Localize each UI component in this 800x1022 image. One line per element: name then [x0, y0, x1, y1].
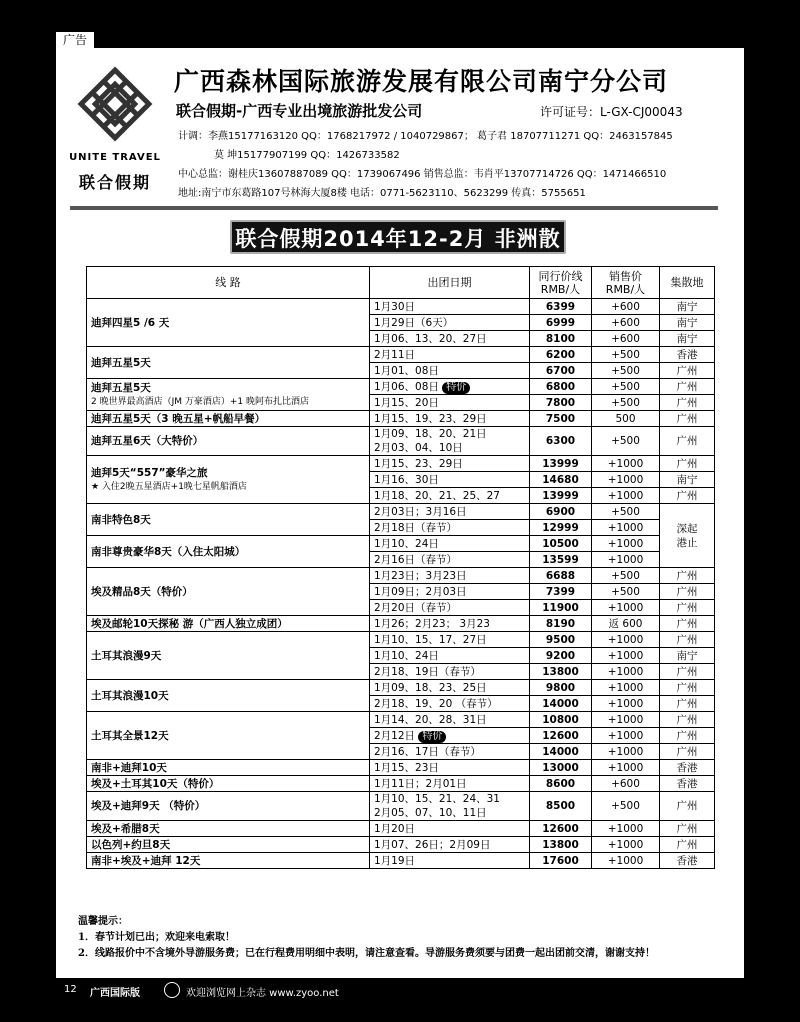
trade-price: 9500 — [530, 632, 592, 648]
sale-price: +1000 — [592, 744, 660, 760]
header-price: 同行价线 RMB/人 — [530, 267, 592, 299]
departure-date: 1月10、24日 — [370, 648, 530, 664]
endless-knot-logo-icon — [70, 64, 160, 144]
route-name: 迪拜五星6天（大特价） — [87, 427, 370, 456]
departure-city: 深起 港止 — [660, 504, 715, 568]
departure-date: 1月09、18、20、21日 2月03、04、10日 — [370, 427, 530, 456]
departure-date: 1月11日；2月01日 — [370, 776, 530, 792]
sale-price: +1000 — [592, 712, 660, 728]
trade-price: 13999 — [530, 456, 592, 472]
departure-city: 香港 — [660, 853, 715, 869]
sale-price: +1000 — [592, 600, 660, 616]
route-name: 土耳其全景12天 — [87, 712, 370, 760]
route-name: 土耳其浪漫9天 — [87, 632, 370, 680]
route-note: ★ 入住2晚五星酒店+1晚七星帆船酒店 — [91, 481, 247, 492]
table-row — [87, 853, 715, 869]
trade-price: 13800 — [530, 837, 592, 853]
route-note: 2 晚世界最高酒店（JM 万豪酒店）+1 晚阿布扎比酒店 — [91, 396, 309, 407]
plan-title-banner: 联合假期2014年12-2月 非洲散拼计划 — [230, 220, 566, 254]
route-name: 南非尊贵豪华8天（入住太阳城） — [87, 536, 370, 568]
sale-price: +1000 — [592, 632, 660, 648]
special-price-tag: 特价 — [418, 731, 446, 743]
tour-plan-table — [86, 266, 715, 869]
route-name: 南非+埃及+迪拜 12天 — [87, 853, 370, 869]
sale-price: +1000 — [592, 488, 660, 504]
departure-date: 1月10、15、21、24、31 2月05、07、10、11日 — [370, 792, 530, 821]
departure-city: 广州 — [660, 411, 715, 427]
departure-date: 1月23日；3月23日 — [370, 568, 530, 584]
departure-date: 1月26；2月23； 3月23 — [370, 616, 530, 632]
route-name: 埃及精品8天（特价） — [87, 568, 370, 616]
sale-price: +500 — [592, 427, 660, 456]
trade-price: 14000 — [530, 744, 592, 760]
departure-date: 1月10、15、17、27日 — [370, 632, 530, 648]
page-number: 12 — [64, 984, 77, 995]
departure-city: 南宁 — [660, 315, 715, 331]
departure-date: 1月07、26日；2月09日 — [370, 837, 530, 853]
trade-price: 6200 — [530, 347, 592, 363]
sale-price: +500 — [592, 568, 660, 584]
departure-date: 2月03日；3月16日 — [370, 504, 530, 520]
trade-price: 7399 — [530, 584, 592, 600]
departure-city: 广州 — [660, 395, 715, 411]
sale-price: +1000 — [592, 472, 660, 488]
departure-date: 1月18、20、21、25、27 — [370, 488, 530, 504]
table-body — [87, 299, 715, 869]
header-date: 出团日期 — [370, 267, 530, 299]
route-name: 迪拜四星5 /6 天 — [87, 299, 370, 347]
route-name: 迪拜五星5天 2 晚世界最高酒店（JM 万豪酒店）+1 晚阿布扎比酒店 — [87, 379, 370, 411]
sale-price: +500 — [592, 347, 660, 363]
departure-date: 1月06、13、20、27日 — [370, 331, 530, 347]
departure-city: 香港 — [660, 760, 715, 776]
trade-price: 7800 — [530, 395, 592, 411]
table-row — [87, 712, 715, 728]
sale-price: +500 — [592, 584, 660, 600]
license-number: 许可证号：L-GX-CJ00043 — [540, 105, 683, 119]
table-row — [87, 680, 715, 696]
departure-date: 1月09、18、23、25日 — [370, 680, 530, 696]
table-row — [87, 536, 715, 552]
departure-date: 2月18、19、20 （春节） — [370, 696, 530, 712]
departure-date: 2月18、19日（春节） — [370, 664, 530, 680]
table-row — [87, 760, 715, 776]
departure-date: 2月12日 特价 — [370, 728, 530, 744]
trade-price: 11900 — [530, 600, 592, 616]
trade-price: 8500 — [530, 792, 592, 821]
trade-price: 13999 — [530, 488, 592, 504]
departure-city: 广州 — [660, 728, 715, 744]
departure-city: 广州 — [660, 664, 715, 680]
special-price-tag: 特价 — [442, 382, 470, 394]
departure-city: 广州 — [660, 456, 715, 472]
departure-date: 1月15、23日 — [370, 760, 530, 776]
departure-city: 广州 — [660, 712, 715, 728]
table-row — [87, 776, 715, 792]
trade-price: 13599 — [530, 552, 592, 568]
contact-line-address: 地址:南宁市东葛路107号林海大厦8楼 电话：0771-5623110、5623299 传真：5755651 — [178, 188, 586, 199]
sale-price: +1000 — [592, 837, 660, 853]
departure-city: 广州 — [660, 744, 715, 760]
tip-line-2: 2．线路报价中不含境外导游服务费；已在行程费用明细中表明，请注意查看。导游服务费须要与团费一起出团前交清，谢谢支持！ — [78, 948, 655, 959]
table-row — [87, 456, 715, 472]
departure-date: 1月15、23、29日 — [370, 456, 530, 472]
trade-price: 8190 — [530, 616, 592, 632]
table-row — [87, 568, 715, 584]
route-name: 埃及+希腊8天 — [87, 821, 370, 837]
departure-date: 2月16、17日（春节） — [370, 744, 530, 760]
table-row — [87, 821, 715, 837]
sale-price: +500 — [592, 504, 660, 520]
route-name: 南非+迪拜10天 — [87, 760, 370, 776]
departure-city: 广州 — [660, 696, 715, 712]
tips-title: 温馨提示： — [78, 916, 128, 927]
route-name: 埃及邮轮10天探秘 游（广西人独立成团） — [87, 616, 370, 632]
departure-date: 1月01、08日 — [370, 363, 530, 379]
departure-city: 广州 — [660, 616, 715, 632]
table-header-row — [87, 267, 715, 299]
trade-price: 6900 — [530, 504, 592, 520]
logo-english-name: UNITE TRAVEL — [69, 152, 161, 163]
trade-price: 17600 — [530, 853, 592, 869]
trade-price: 6700 — [530, 363, 592, 379]
sale-price: +1000 — [592, 648, 660, 664]
departure-city: 广州 — [660, 363, 715, 379]
sale-price: +1000 — [592, 664, 660, 680]
sale-price: +1000 — [592, 728, 660, 744]
header-sale: 销售价 RMB/人 — [592, 267, 660, 299]
trade-price: 6399 — [530, 299, 592, 315]
departure-date: 2月18日（春节） — [370, 520, 530, 536]
trade-price: 6800 — [530, 379, 592, 395]
sale-price: +600 — [592, 299, 660, 315]
departure-city: 广州 — [660, 600, 715, 616]
departure-date: 1月09日；2月03日 — [370, 584, 530, 600]
sale-price: 返 600 — [592, 616, 660, 632]
sale-price: +1000 — [592, 520, 660, 536]
sale-price: +1000 — [592, 821, 660, 837]
sale-price: +600 — [592, 315, 660, 331]
departure-city: 广州 — [660, 792, 715, 821]
departure-city: 香港 — [660, 776, 715, 792]
route-name: 以色列+约旦8天 — [87, 837, 370, 853]
ad-tag: 广告 — [56, 32, 94, 48]
departure-city: 广州 — [660, 837, 715, 853]
departure-city: 广州 — [660, 584, 715, 600]
departure-date: 1月20日 — [370, 821, 530, 837]
route-name: 土耳其浪漫10天 — [87, 680, 370, 712]
trade-price: 12999 — [530, 520, 592, 536]
departure-date: 1月30日 — [370, 299, 530, 315]
route-name: 迪拜五星5天 — [87, 347, 370, 379]
table-row — [87, 504, 715, 520]
departure-date: 1月14、20、28、31日 — [370, 712, 530, 728]
ad-page — [56, 48, 744, 978]
trade-price: 6999 — [530, 315, 592, 331]
sale-price: +500 — [592, 379, 660, 395]
footer-website: 欢迎浏览网上杂志 www.zyoo.net — [186, 988, 339, 999]
header-route: 线 路 — [87, 267, 370, 299]
departure-city: 南宁 — [660, 648, 715, 664]
company-name: 广西森林国际旅游发展有限公司南宁分公司 — [174, 67, 669, 96]
trade-price: 8100 — [530, 331, 592, 347]
departure-date: 1月15、20日 — [370, 395, 530, 411]
departure-date: 2月11日 — [370, 347, 530, 363]
trade-price: 13800 — [530, 664, 592, 680]
table-row — [87, 616, 715, 632]
table-row — [87, 379, 715, 395]
trade-price: 14680 — [530, 472, 592, 488]
route-name: 迪拜5天“557”豪华之旅 ★ 入住2晚五星酒店+1晚七星帆船酒店 — [87, 456, 370, 504]
departure-city: 广州 — [660, 680, 715, 696]
route-name: 南非特色8天 — [87, 504, 370, 536]
sale-price: +500 — [592, 363, 660, 379]
trade-price: 12600 — [530, 728, 592, 744]
trade-price: 13000 — [530, 760, 592, 776]
sale-price: +600 — [592, 331, 660, 347]
sale-price: 500 — [592, 411, 660, 427]
sale-price: +1000 — [592, 696, 660, 712]
company-subtitle: 联合假期-广西专业出境旅游批发公司 — [176, 102, 423, 120]
page-footer — [0, 980, 800, 1000]
departure-date: 1月29日（6天） — [370, 315, 530, 331]
sale-price: +1000 — [592, 760, 660, 776]
departure-city: 香港 — [660, 347, 715, 363]
tip-line-1: 1．春节计划已出；欢迎来电索取！ — [78, 932, 235, 943]
trade-price: 6688 — [530, 568, 592, 584]
departure-city: 广州 — [660, 632, 715, 648]
sale-price: +600 — [592, 776, 660, 792]
trade-price: 9800 — [530, 680, 592, 696]
trade-price: 10800 — [530, 712, 592, 728]
sale-price: +1000 — [592, 680, 660, 696]
table-row — [87, 792, 715, 821]
departure-city: 广州 — [660, 488, 715, 504]
departure-date: 2月20日（春节） — [370, 600, 530, 616]
departure-date: 1月10、24日 — [370, 536, 530, 552]
departure-date: 1月15、19、23、29日 — [370, 411, 530, 427]
trade-price: 12600 — [530, 821, 592, 837]
sale-price: +500 — [592, 792, 660, 821]
trade-price: 6300 — [530, 427, 592, 456]
header-divider — [70, 206, 718, 210]
footer-logo-icon — [164, 982, 180, 998]
departure-city: 南宁 — [660, 299, 715, 315]
sale-price: +500 — [592, 395, 660, 411]
route-name: 埃及+土耳其10天（特价） — [87, 776, 370, 792]
trade-price: 14000 — [530, 696, 592, 712]
trade-price: 9200 — [530, 648, 592, 664]
departure-city: 南宁 — [660, 472, 715, 488]
tips-section — [78, 914, 655, 962]
departure-city: 南宁 — [660, 331, 715, 347]
footer-brand: 广西国际版 — [90, 988, 140, 999]
departure-date: 1月06、08日 特价 — [370, 379, 530, 395]
departure-date: 2月16日（春节） — [370, 552, 530, 568]
contact-line-directors: 中心总监：谢桂庆13607887089 QQ：1739067496 销售总监：韦肖平13707714726 QQ：1471466510 — [178, 169, 667, 180]
header-city: 集散地 — [660, 267, 715, 299]
sale-price: +1000 — [592, 552, 660, 568]
departure-city: 广州 — [660, 821, 715, 837]
departure-city: 广州 — [660, 427, 715, 456]
departure-date: 1月16、30日 — [370, 472, 530, 488]
contact-line-planners: 计调：李燕15177163120 QQ：1768217972 / 1040729867； 葛子君 18707711271 QQ：2463157845 — [178, 131, 673, 142]
sale-price: +1000 — [592, 853, 660, 869]
sale-price: +1000 — [592, 536, 660, 552]
route-name: 迪拜五星5天（3 晚五星+帆船早餐） — [87, 411, 370, 427]
sale-price: +1000 — [592, 456, 660, 472]
departure-city: 广州 — [660, 379, 715, 395]
contact-line-planner-mo: 莫 坤15177907199 QQ：1426733582 — [214, 150, 400, 161]
logo-chinese-name: 联合假期 — [78, 173, 151, 192]
route-name: 埃及+迪拜9天 （特价） — [87, 792, 370, 821]
trade-price: 8600 — [530, 776, 592, 792]
table-row — [87, 411, 715, 427]
departure-date: 1月19日 — [370, 853, 530, 869]
trade-price: 10500 — [530, 536, 592, 552]
table-row — [87, 837, 715, 853]
table-row — [87, 347, 715, 363]
trade-price: 7500 — [530, 411, 592, 427]
table-row — [87, 299, 715, 315]
table-row — [87, 427, 715, 456]
table-row — [87, 632, 715, 648]
departure-city: 广州 — [660, 568, 715, 584]
